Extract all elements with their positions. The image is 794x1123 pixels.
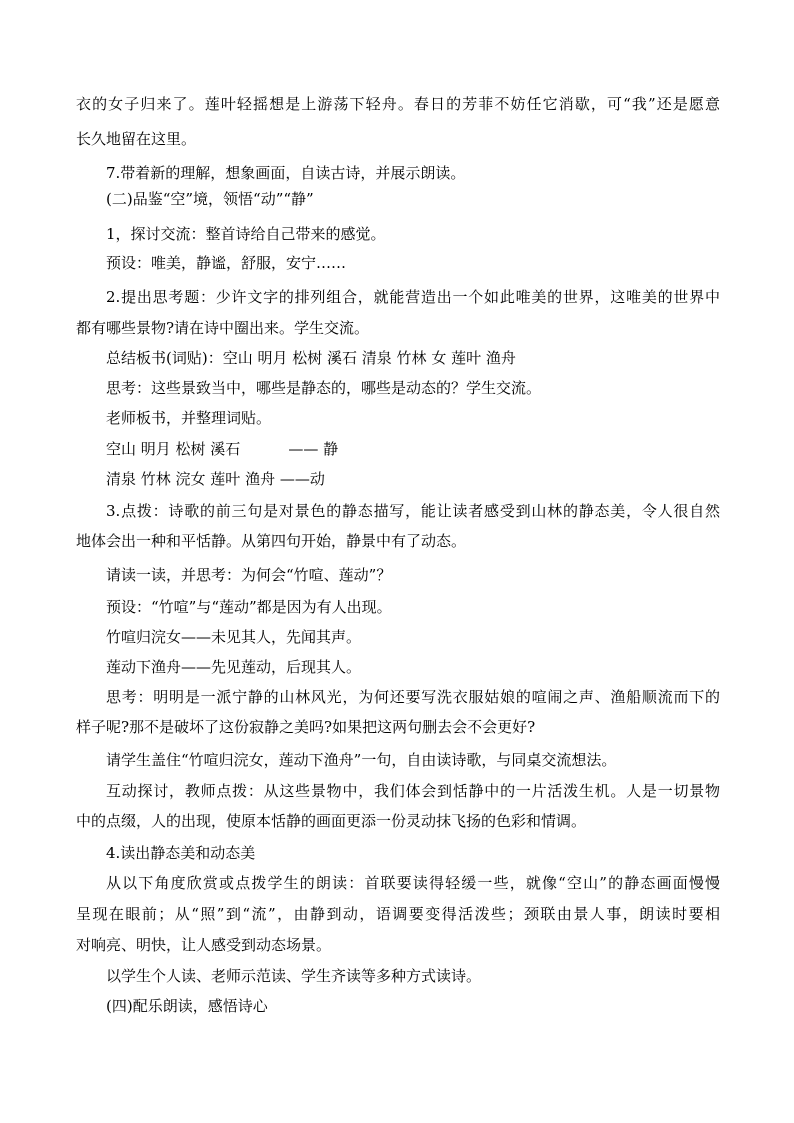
paragraph-line: 总结板书(词贴)：空山 明月 松树 溪石 清泉 竹林 女 莲叶 渔舟 [106, 349, 516, 367]
board-words-static: 空山 明月 松树 溪石 [106, 440, 241, 458]
paragraph-line: 思考：这些景致当中，哪些是静态的，哪些是动态的？学生交流。 [106, 379, 542, 397]
paragraph-line: 对响亮、明快，让人感受到动态场景。 [76, 936, 332, 954]
paragraph-line: 预设：唯美，静谧，舒服，安宁…… [106, 254, 347, 272]
step-heading: 3.点拨：诗歌的前三句是对景色的静态描写，能让读者感受到山林的静态美，令人很自然 [106, 502, 720, 520]
paragraph-line: 地体会出一种和平恬静。从第四句开始，静景中有了动态。 [76, 532, 467, 550]
paragraph-line: 样子呢?那不是破坏了这份寂静之美吗?如果把这两句删去会不会更好? [76, 718, 536, 736]
section-heading: (二)品鉴“空”境，领悟“动”“静” [106, 190, 314, 208]
paragraph-line: 预设：“竹喧”与“莲动”都是因为有人出现。 [106, 598, 392, 616]
board-row-dynamic: 清泉 竹林 浣女 莲叶 渔舟 ——动 [106, 470, 325, 488]
paragraph-line: 长久地留在这里。 [76, 130, 197, 148]
paragraph-line: 以学生个人读、老师示范读、学生齐读等多种方式读诗。 [106, 967, 482, 985]
paragraph-line: 请学生盖住“竹喧归浣女，莲动下渔舟”一句，自由读诗歌，与同桌交流想法。 [106, 751, 617, 769]
paragraph-line: 思考：明明是一派宁静的山林风光，为何还要写洗衣服姑娘的喧闹之声、渔船顺流而下的 [106, 688, 720, 706]
step-heading: 1，探讨交流：整首诗给自己带来的感觉。 [106, 225, 386, 243]
step-heading: 2.提出思考题：少许文字的排列组合，就能营造出一个如此唯美的世界，这唯美的世界中 [106, 288, 720, 306]
step-heading: 7.带着新的理解，想象画面，自读古诗，并展示朗读。 [106, 164, 466, 182]
board-row-static [106, 439, 338, 459]
step-heading: 4.读出静态美和动态美 [106, 844, 256, 862]
paragraph-line: 从以下角度欣赏或点拨学生的朗读：首联要读得轻缓一些，就像“空山”的静态画面慢慢 [106, 874, 720, 892]
paragraph-line: 互动探讨，教师点拨：从这些景物中，我们体会到恬静中的一片活泼生机。人是一切景物 [106, 782, 720, 800]
section-heading: (四)配乐朗读，感悟诗心 [106, 997, 268, 1015]
paragraph-line: 都有哪些景物?请在诗中圈出来。学生交流。 [76, 319, 370, 337]
paragraph-line: 老师板书，并整理词贴。 [106, 409, 272, 427]
paragraph-line: 衣的女子归来了。莲叶轻摇想是上游荡下轻舟。春日的芳菲不妨任它消歇，可“我”还是愿意 [76, 95, 720, 113]
paragraph-line: 呈现在眼前；从“照”到“流”，由静到动，语调要变得活泼些；颈联由景人事，朗读时要相 [76, 905, 720, 923]
paragraph-line: 竹喧归浣女——未见其人，先闻其声。 [106, 628, 362, 646]
board-label-static: —— 静 [288, 440, 339, 458]
paragraph-line: 请读一读，并思考：为何会“竹喧、莲动”？ [106, 566, 392, 584]
paragraph-line: 中的点缀，人的出现，使原本恬静的画面更添一份灵动抹飞扬的色彩和情调。 [76, 812, 587, 830]
paragraph-line: 莲动下渔舟——先见莲动，后现其人。 [106, 658, 362, 676]
